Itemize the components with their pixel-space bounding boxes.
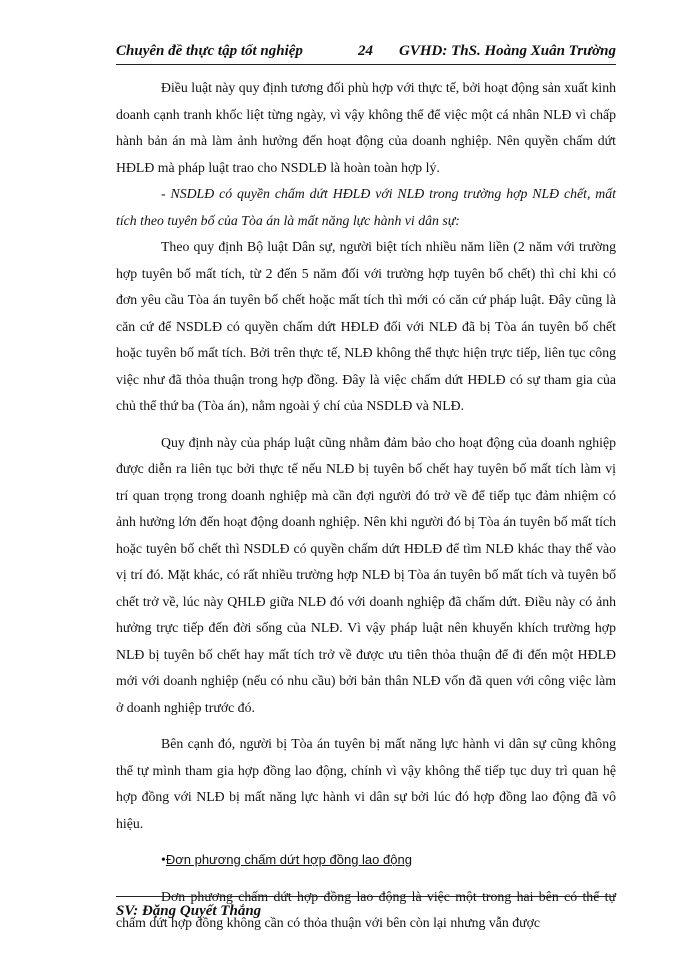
footer-student: SV: Đặng Quyết Thắng [116,903,262,919]
header-title: Chuyên đề thực tập tốt nghiệp [116,43,303,59]
paragraph-2: Theo quy định Bộ luật Dân sự, người biệt tích nhiều năm liền (2 năm với trường hợp tuyên bố mất tích, từ 2 đến 5 năm đối với trường hợp tuyên bố chết) thì chỉ khi có đơn yêu cầu Tòa án tuyên bố chết hoặc mất tích thì mới có căn cứ pháp luật. Đây cũng là căn cứ để NSDLĐ có quyền chấm dứt HĐLĐ đối với NLĐ đã bị Tòa án tuyên bố chết hoặc tuyên bố mất tích. Bởi trên thực tế, NLĐ không thể thực hiện trực tiếp, liên tục công việc như đã thỏa thuận trong hợp đồng. Đây là việc chấm dứt HĐLĐ có sự tham gia của chủ thể thứ ba (Tòa án), nằm ngoài ý chí của NSDLĐ và NLĐ. [116,239,616,413]
header-advisor: GVHD: ThS. Hoàng Xuân Trường [399,43,616,59]
page-footer [116,896,616,920]
page-header [116,40,616,65]
subheading-italic: - NSDLĐ có quyền chấm dứt HĐLĐ với NLĐ trong trường hợp NLĐ chết, mất tích theo tuyên bố của Tòa án là mất năng lực hành vi dân sự: [116,186,616,228]
page-number: 24 [358,43,373,59]
document-body [116,75,616,937]
paragraph-3: Quy định này của pháp luật cũng nhằm đảm bảo cho hoạt động của doanh nghiệp được diễn ra liên tục bởi thực tế nếu NLĐ bị tuyên bố chết hay tuyên bố mất tích làm vị trí quan trọng trong doanh nghiệp mà cần đợi người đó trở về để tiếp tục đảm nhiệm có ảnh hưởng lớn đến hoạt động doanh nghiệp. Nên khi người đó bị Tòa án tuyên bố mất tích hoặc tuyên bố chết thì NSDLĐ có quyền chấm dứt HĐLĐ để tìm NLĐ khác thay thế vào vị trí đó. Mặt khác, có rất nhiều trường hợp NLĐ bị Tòa án tuyên bố mất tích và tuyên bố chết trở về, lúc này QHLĐ giữa NLĐ đó với doanh nghiệp đã chấm dứt. Điều này có ảnh hưởng trực tiếp đến đời sống của NLĐ. Vì vậy pháp luật nên khuyến khích trường hợp NLĐ bị tuyên bố chết hay mất tích trở về được ưu tiên thỏa thuận để đi đến một HĐLĐ mới với doanh nghiệp (nếu có nhu cầu) bởi bản thân NLĐ vốn đã quen với công việc làm ở doanh nghiệp trước đó. [116,434,616,715]
bullet-heading [116,847,616,874]
bullet-icon: • [161,852,166,867]
paragraph-4: Bên cạnh đó, người bị Tòa án tuyên bị mất năng lực hành vi dân sự cũng không thể tự mình tham gia hợp đồng lao động, chính vì vậy không thể tiếp tục duy trì quan hệ hợp đồng với NLĐ bị mất năng lực hành vi dân sự bởi lúc đó hợp đồng lao động đã vô hiệu. [116,736,616,831]
paragraph-5: Đơn phương chấm dứt hợp đồng lao động là việc một trong hai bên có thể tự chấm dứt hợp đồng không cần có thỏa thuận với bên còn lại nhưng vẫn được [116,888,616,930]
paragraph-1: Điều luật này quy định tương đối phù hợp với thực tế, bởi hoạt động sản xuất kinh doanh cạnh tranh khốc liệt từng ngày, vì vậy không thể để việc một cá nhân NLĐ vì chấp hành bản án mà làm ảnh hưởng đến hoạt động của doanh nghiệp. Nên quyền chấm dứt HĐLĐ mà pháp luật trao cho NSDLĐ là hoàn toàn hợp lý. [116,80,616,175]
bullet-heading-text: Đơn phương chấm dứt hợp đồng lao động [165,852,412,867]
